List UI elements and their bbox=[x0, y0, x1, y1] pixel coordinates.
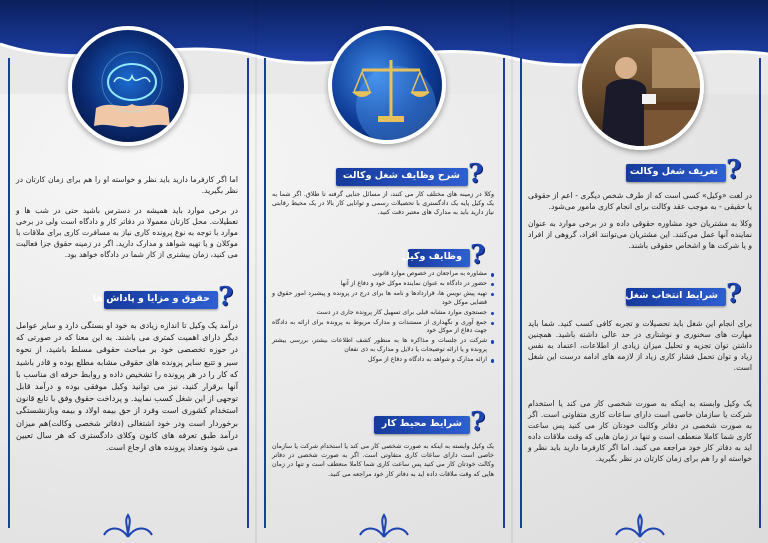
left-travel-text bbox=[16, 205, 238, 266]
right-border-line bbox=[503, 58, 505, 528]
job-selection-heading: شرایط انتخاب شغل bbox=[626, 288, 726, 306]
glowing-brain-icon bbox=[72, 30, 188, 146]
right-border-line bbox=[247, 58, 249, 528]
list-item: تهیه پیش نویس ها، قراردادها و نامه ها برای درج در پرونده و پیشبرد امور حقوق و قضایی موکل خود bbox=[272, 290, 494, 308]
paragraph: یک وکیل وابسته به اینکه به صورت شخصی کار می کند یا استخدام شرکت یا سازمان خاصی است دارای ساعات کاری متفاوتی است. اگر به صورت شخصی در دفاتر وکالت خودتان کار می کنید پس ساعت کاری شما کاملا منعطف است و تنها در زمان هایی که وقت ملاقات داده اید به دفاتر کار خود مراجعه می کنید. اما اگر کارفرما دارید باید نظر و خواسته او را هم برای زمان کارتان در نظر بگیرید. bbox=[528, 399, 752, 464]
job-selection-text bbox=[528, 318, 752, 379]
question-mark-icon: ? bbox=[470, 240, 486, 270]
floral-ornament-icon bbox=[354, 513, 414, 539]
paragraph: وکلا به مشتریان خود مشاوره حقوقی داده و در برخی موارد به عنوان نماینده آنها عمل می‌کنند. این مشتریان می‌توانند افراد، گروهی از افراد و یا شرکت ها و اشخاص حقوقی باشند. bbox=[528, 219, 752, 251]
courtroom-lawyer-image bbox=[578, 24, 704, 150]
working-hours-text bbox=[528, 398, 752, 471]
work-environment-heading: شرایط محیط کار bbox=[374, 416, 470, 434]
question-mark-icon: ? bbox=[726, 279, 742, 309]
question-mark-icon: ? bbox=[218, 282, 234, 312]
list-item: شرکت در جلسات و مذاکره ها به منظور کشف اطلاعات بیشتر، بررسی بیشتر پرونده و یا ارائه توضیحات یا دلایل و مدارک به ذی نفعان bbox=[272, 337, 494, 355]
lawyer-figure-icon bbox=[582, 28, 704, 150]
list-item: جمع آوری و نگهداری از مستندات و مدارک مربوط به پرونده برای ارائه به دادگاه جهت دفاع از موکل خود bbox=[272, 319, 494, 337]
salary-heading: حقوق و مزایا و پاداش ها bbox=[104, 291, 218, 309]
list-item: جستجوی موارد مشابه قبلی برای تسهیل کار پرونده جاری در دست bbox=[272, 309, 494, 318]
scales-of-justice-image bbox=[328, 26, 446, 144]
duties-intro-text bbox=[272, 190, 494, 224]
duties-description-heading: شرح وظایف شغل وکالت bbox=[336, 168, 468, 186]
definition-text bbox=[528, 190, 752, 257]
duties-list bbox=[272, 270, 494, 366]
paragraph: در برخی موارد باید همیشه در دسترس باشید حتی در شب ها و تعطیلات. محل کارتان معمولا در دفاتر کار و دادگاه است ولی در برخی موارد با توجه به نوع پرونده کاری نیاز به مسافرت کاری برای ملاقات با موکلان و یا تهیه شواهد و مدارک دارید. اگر در زمینه حقوق جزا فعالیت می کنید، زمان بیشتری از کار شما در دادگاه خواهد بود. bbox=[16, 206, 238, 260]
definition-heading: تعریف شغل وکالت bbox=[626, 164, 726, 182]
list-item: حضور در دادگاه به عنوان نماینده موکل خود و دفاع از آنها bbox=[272, 280, 494, 289]
middle-panel bbox=[256, 0, 512, 543]
left-border-line bbox=[8, 58, 10, 528]
list-item: مشاوره به مراجعان در خصوص موارد قانونی bbox=[272, 270, 494, 279]
right-panel bbox=[512, 0, 768, 543]
paragraph: برای انجام این شغل باید تحصیلات و تجربه کافی کسب کنید. شما باید مهارت های سخنوری و نوشتاری در حد عالی داشته باشید. همچنین داشتن توان تجزیه و تحلیل میزان زیادی از اطلاعات، اعتماد به نفس زیاد و توان تحمل فشار کاری زیاد از لازمه های ادامه درست این شغل است. bbox=[528, 319, 752, 373]
question-mark-icon: ? bbox=[726, 155, 742, 185]
left-intro-text bbox=[16, 174, 238, 202]
paragraph: در لغت «وکیل» کسی است که از طرف شخص دیگری - اعم از حقوقی یا حقیقی - به موجب عقد وکالت برای انجام کاری مامور می‌شود. bbox=[528, 191, 752, 212]
left-border-line bbox=[520, 58, 522, 528]
left-panel bbox=[0, 0, 256, 543]
salary-text bbox=[16, 320, 238, 460]
floral-ornament-icon bbox=[610, 513, 670, 539]
brain-hands-image bbox=[68, 26, 188, 146]
paragraph: وکلا در زمینه های مختلف کار می کنند، از مسائل جنایی گرفته تا طلاق. اگر شما به یک وکیل پایه یک دادگستری با تحصیلات رسمی و توانایی کار بالا در یک محیط رقابتی نیاز دارید باید به مدارک های معتبر دقت کنید. bbox=[272, 191, 494, 217]
paragraph: اما اگر کارفرما دارید باید نظر و خواسته او را هم برای زمان کارتان در نظر بگیرید. bbox=[16, 175, 238, 196]
floral-ornament-icon bbox=[98, 513, 158, 539]
right-border-line bbox=[759, 58, 761, 528]
list-item: ارائه مدارک و شواهد به دادگاه و دفاع از موکل bbox=[272, 356, 494, 365]
question-mark-icon: ? bbox=[470, 407, 486, 437]
lawyer-duties-heading: وظایف وکیل bbox=[408, 249, 470, 267]
left-border-line bbox=[264, 58, 266, 528]
question-mark-icon: ? bbox=[468, 159, 484, 189]
work-environment-text bbox=[272, 442, 494, 485]
paragraph: درآمد یک وکیل تا اندازه زیادی به خود او بستگی دارد و سایر عوامل دیگر دارای اهمیت کمتری می باشند. به این معنا که در صورتی که در حوزه تخصصی خود بر مباحث حقوقی مسلط باشید، از نحوه سیر و تتبع سایر پرونده های حقوقی مشابه مطلع بوده و قادر باشید که کار را در هر پرونده را تشخیص داده و روابط حرفه ای مناسب با آنها برقرار کنید، نیز می توانید وکیل موفقی بوده و درآمد قابل توجهی از این شغل کسب نمایید. و پرداخت حقوق وفق با تابع قانون استخدام کشوری است وفرد از حق بیمه اولاد و بیمه وبازنشستگی برخوردار است ودر خود اشتغالی (دفاتر شخصی وکالت)هم میزان درآمد طبق تعرفه های کانون وکلای دادگستری که هر سال تعیین می شود وتعداد پرونده های ارجاع است. bbox=[16, 321, 238, 453]
scales-icon bbox=[332, 30, 446, 144]
paragraph: یک وکیل وابسته به اینکه به صورت شخصی کار می کند یا استخدام شرکت یا سازمان خاصی است دارای ساعات کاری متفاوتی است. اگر به صورت شخصی در دفاتر وکالت خودتان کار می کنید پس ساعت کاری شما کاملا منعطف است و تنها در زمان هایی که وقت ملاقات داده اید به دفاتر کار خود مراجعه می کنید. bbox=[272, 443, 494, 478]
